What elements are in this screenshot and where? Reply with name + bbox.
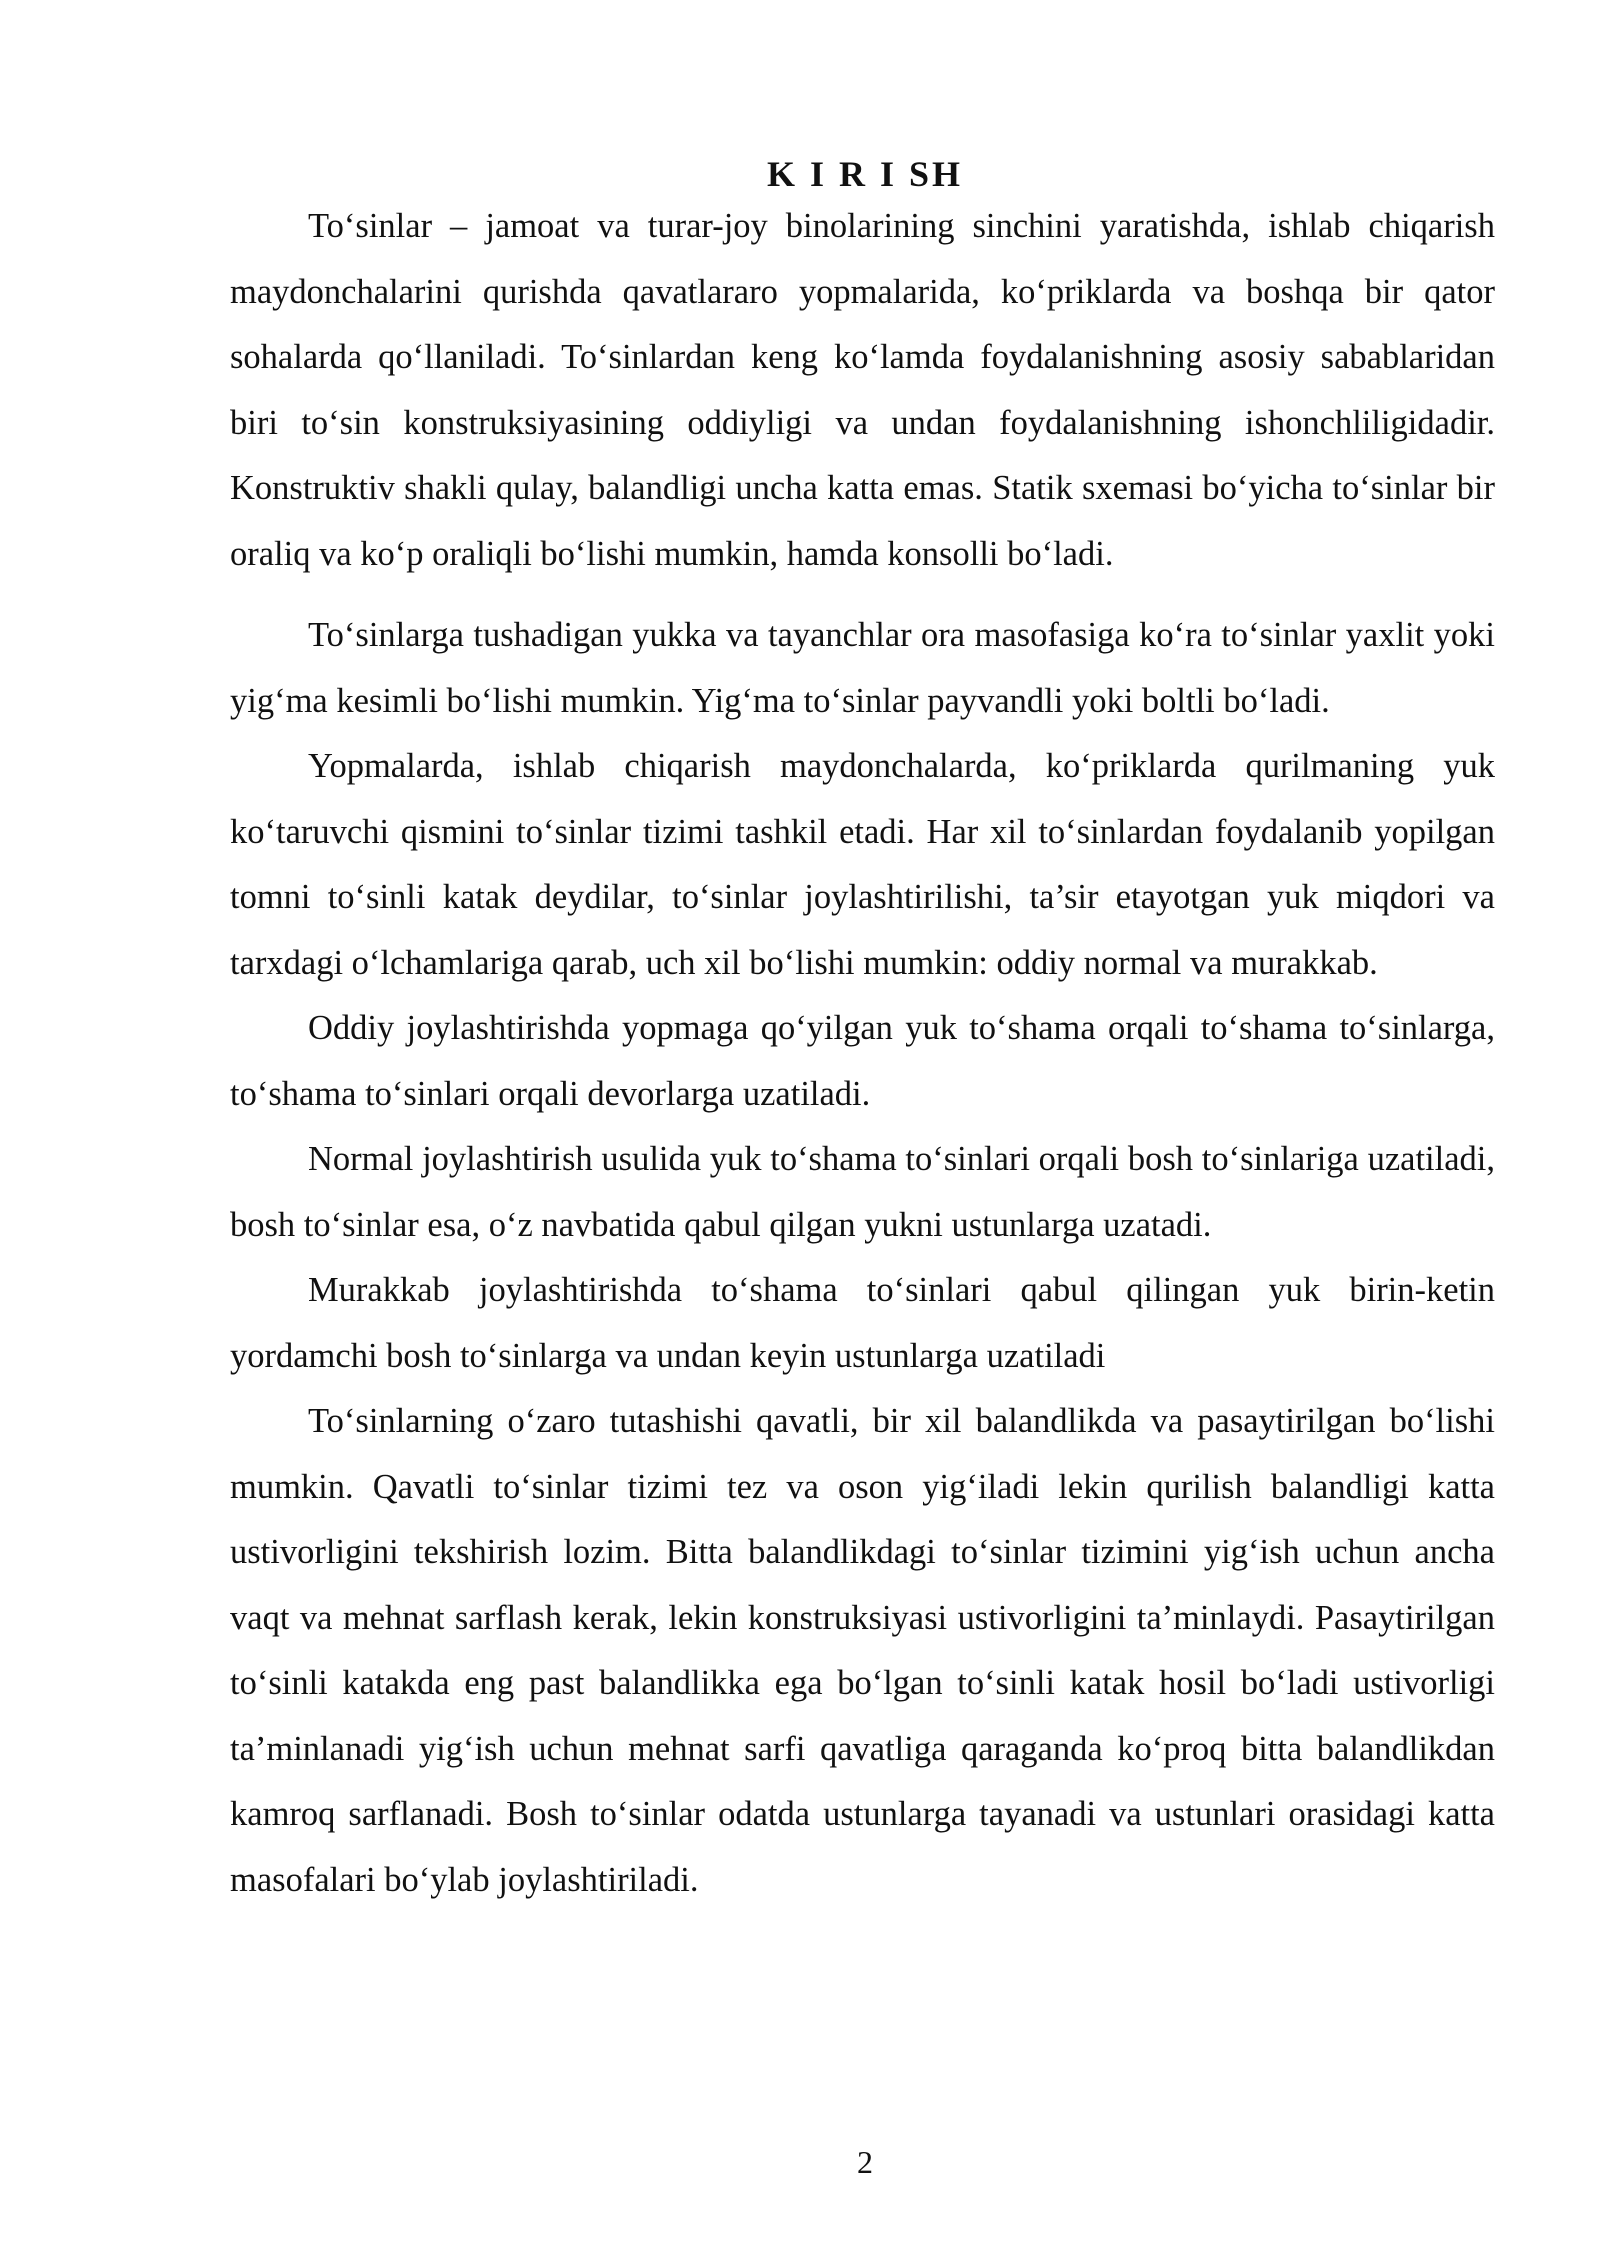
paragraph-4: Oddiy joylashtirishda yopmaga qo‘yilgan yuk to‘shama orqali to‘shama to‘sinlarga, to‘shama to‘sinlari orqali devorlarga uzatiladi.: [230, 1009, 1495, 1113]
paragraph-7: To‘sinlarning o‘zaro tutashishi qavatli, bir xil balandlikda va pasaytirilgan bo‘lishi mumkin. Qavatli to‘sinlar tizimi tez va oson yig‘iladi lekin qurilish balandligi katta ustivorligini tekshirish lozim. Bitta balandlikdagi to‘sinlar tizimini yig‘ish uchun ancha vaqt va mehnat sarflash kerak, lekin konstruksiyasi ustivorligini ta’minlaydi. Pasaytirilgan to‘sinli katakda eng past balandlikka ega bo‘lgan to‘sinli katak hosil bo‘ladi ustivorligi ta’minlanadi yig‘ish uchun mehnat sarfi qavatliga qaraganda ko‘proq bitta balandlikdan kamroq sarflanadi. Bosh to‘sinlar odatda ustunlarga tayanadi va ustunlari orasidagi katta masofalari bo‘ylab joylashtiriladi.: [230, 1402, 1495, 1899]
section-title: K I R I SH: [766, 154, 964, 194]
body-text: [230, 194, 1495, 1913]
paragraph-6: Murakkab joylashtirishda to‘shama to‘sinlari qabul qilingan yuk birin-ketin yordamchi bosh to‘sinlarga va undan keyin ustunlarga uzatiladi: [230, 1271, 1495, 1375]
page-number: 2: [857, 2144, 873, 2180]
paragraph-1: To‘sinlar – jamoat va turar-joy binolarining sinchini yaratishda, ishlab chiqarish maydonchalarini qurishda qavatlararo yopmalarida, ko‘priklarda va boshqa bir qator sohalarda qo‘llaniladi. To‘sinlardan keng ko‘lamda foydalanishning asosiy sabablaridan biri to‘sin konstruksiyasining oddiyligi va undan foydalanishning ishonchliligidadir. Konstruktiv shakli qulay, balandligi uncha katta emas. Statik sxemasi bo‘yicha to‘sinlar bir oraliq va ko‘p oraliqli bo‘lishi mumkin, hamda konsolli bo‘ladi.: [230, 207, 1495, 573]
paragraph-3: Yopmalarda, ishlab chiqarish maydonchalarda, ko‘priklarda qurilmaning yuk ko‘taruvchi qismini to‘sinlar tizimi tashkil etadi. Har xil to‘sinlardan foydalanib yopilgan tomni to‘sinli katak deydilar, to‘sinlar joylashtirilishi, ta’sir etayotgan yuk miqdori va tarxdagi o‘lchamlariga qarab, uch xil bo‘lishi mumkin: oddiy normal va murakkab.: [230, 747, 1495, 982]
paragraph-5: Normal joylashtirish usulida yuk to‘shama to‘sinlari orqali bosh to‘sinlariga uzatiladi, bosh to‘sinlar esa, o‘z navbatida qabul qilgan yukni ustunlarga uzatadi.: [230, 1140, 1495, 1244]
paragraph-2: To‘sinlarga tushadigan yukka va tayanchlar ora masofasiga ko‘ra to‘sinlar yaxlit yoki yig‘ma kesimli bo‘lishi mumkin. Yig‘ma to‘sinlar payvandli yoki boltli bo‘ladi.: [230, 616, 1495, 720]
